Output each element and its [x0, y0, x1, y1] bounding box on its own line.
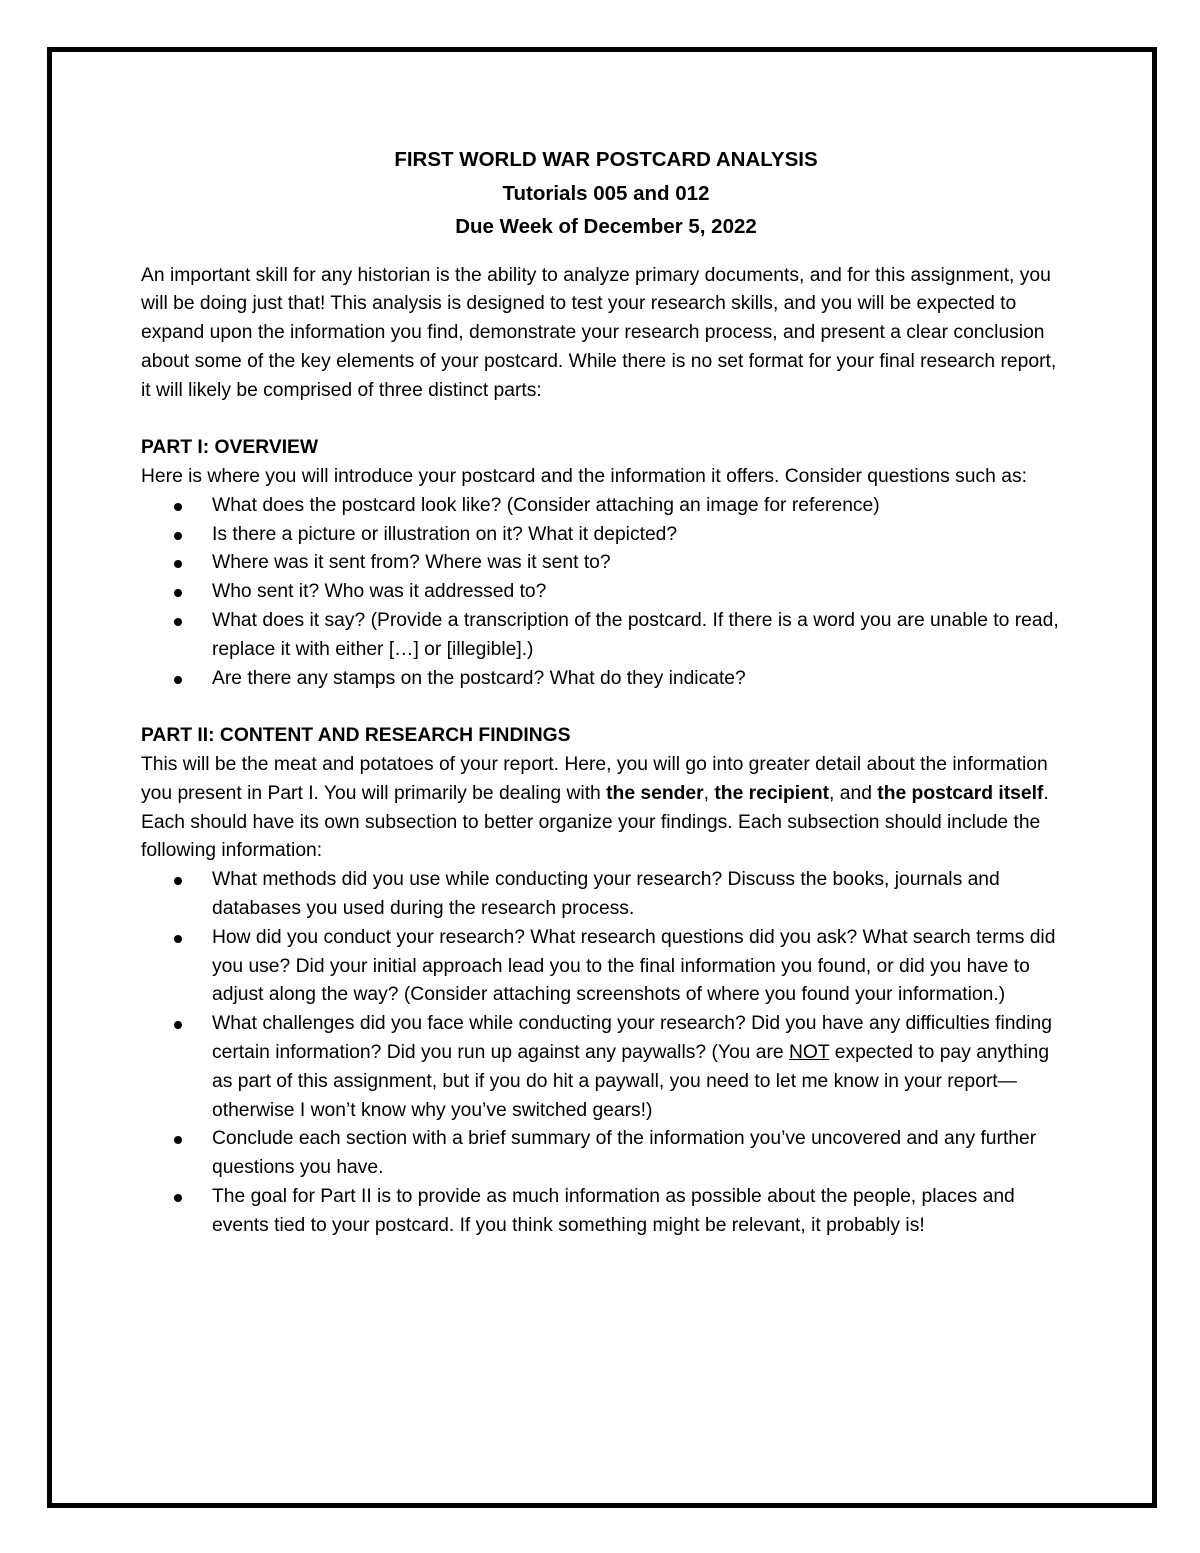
list-item [212, 1183, 1071, 1241]
part2-section [141, 722, 1071, 1240]
bullet-icon [174, 877, 182, 885]
list-item-text: Are there any stamps on the postcard? What do they indicate? [212, 667, 746, 689]
list-item-text: How did you conduct your research? What research questions did you ask? What search terms did you use? Did your initial approach lead you to the final information you found, or did you have to adjust along the way? (Consider attaching screenshots of where you found your information.) [212, 926, 1056, 1006]
bullet-icon [174, 676, 182, 684]
bullet-icon [174, 532, 182, 540]
part2-list [141, 866, 1071, 1240]
bullet-icon [174, 589, 182, 597]
list-item-text: What challenges did you face while conducting your research? Did you have any difficulties finding certain information? Did you run up against any paywalls? (You are [212, 1013, 1052, 1064]
part1-intro: Here is where you will introduce your postcard and the information it offers. Consider questions such as: [141, 466, 1027, 488]
part1-heading: PART I: OVERVIEW [141, 437, 319, 459]
part2-heading: PART II: CONTENT AND RESEARCH FINDINGS [141, 725, 571, 747]
document-title: FIRST WORLD WAR POSTCARD ANALYSIS [394, 148, 818, 171]
due-date: Due Week of December 5, 2022 [455, 215, 757, 238]
document-content [141, 143, 1071, 1269]
emphasis-recipient: the recipient [714, 782, 830, 804]
list-item-text: expected to pay anything as part of this assignment, but if you do hit a paywall, you need to let me know in your report—otherwise I won’t know why you’ve switched gears!) [212, 1042, 1050, 1121]
list-item-text: What methods did you use while conducting your research? Discuss the books, journals and databases you used during the research process. [212, 869, 1000, 920]
list-item-text: Is there a picture or illustration on it? What it depicted? [212, 523, 678, 545]
bullet-icon [174, 560, 182, 568]
list-item [212, 665, 1071, 694]
part2-intro-text: . Each should have its own subsection to better organize your findings. Each subsection should include the following information: [141, 782, 1049, 862]
emphasis-not: NOT [789, 1042, 830, 1064]
part2-intro [141, 751, 1071, 866]
document-subtitle: Tutorials 005 and 012 [502, 181, 710, 205]
bullet-icon [174, 503, 182, 511]
bullet-icon [174, 935, 182, 943]
list-item-text: The goal for Part II is to provide as much information as possible about the people, places and events tied to your postcard. If you think something might be relevant, it probably is! [212, 1186, 1015, 1236]
separator: , and [829, 782, 878, 804]
emphasis-postcard: the postcard itself [877, 782, 1044, 804]
list-item [212, 866, 1071, 924]
bullet-icon [174, 1021, 182, 1029]
intro-paragraph: An important skill for any historian is the ability to analyze primary documents, and for this assignment, you will be doing just that! This analysis is designed to test your research skills, and you will be expected to expand upon the information you find, demonstrate your research process, and present a clear conclusion about some of the key elements of your postcard. While there is no set format for your final research report, it will likely be comprised of three distinct parts: [141, 264, 1057, 401]
title-block [141, 143, 1071, 244]
list-item [212, 549, 1071, 578]
list-item-text: What does it say? (Provide a transcription of the postcard. If there is a word you are unable to read, replace it with either […] or [illegible].) [212, 610, 1059, 660]
bullet-icon [174, 1194, 182, 1202]
list-item [212, 521, 1071, 550]
part2-intro-text: This will be the meat and potatoes of your report. Here, you will go into greater detail about the information you present in Part I. You will primarily be dealing with [141, 754, 1048, 804]
part1-section [141, 434, 1071, 693]
list-item [212, 1125, 1071, 1183]
emphasis-sender: the sender [606, 782, 704, 804]
list-item-text: What does the postcard look like? (Consider attaching an image for reference) [212, 494, 880, 516]
list-item-text: Where was it sent from? Where was it sent to? [212, 552, 611, 574]
list-item [212, 1010, 1071, 1125]
bullet-icon [174, 618, 182, 626]
separator: , [703, 782, 715, 804]
list-item [212, 924, 1071, 1010]
list-item-text: Who sent it? Who was it addressed to? [212, 581, 547, 603]
part1-list [141, 492, 1071, 694]
bullet-icon [174, 1136, 182, 1144]
list-item [212, 492, 1071, 521]
list-item [212, 607, 1071, 665]
list-item-text: Conclude each section with a brief summary of the information you’ve uncovered and any further questions you have. [212, 1128, 1037, 1179]
list-item [212, 578, 1071, 607]
